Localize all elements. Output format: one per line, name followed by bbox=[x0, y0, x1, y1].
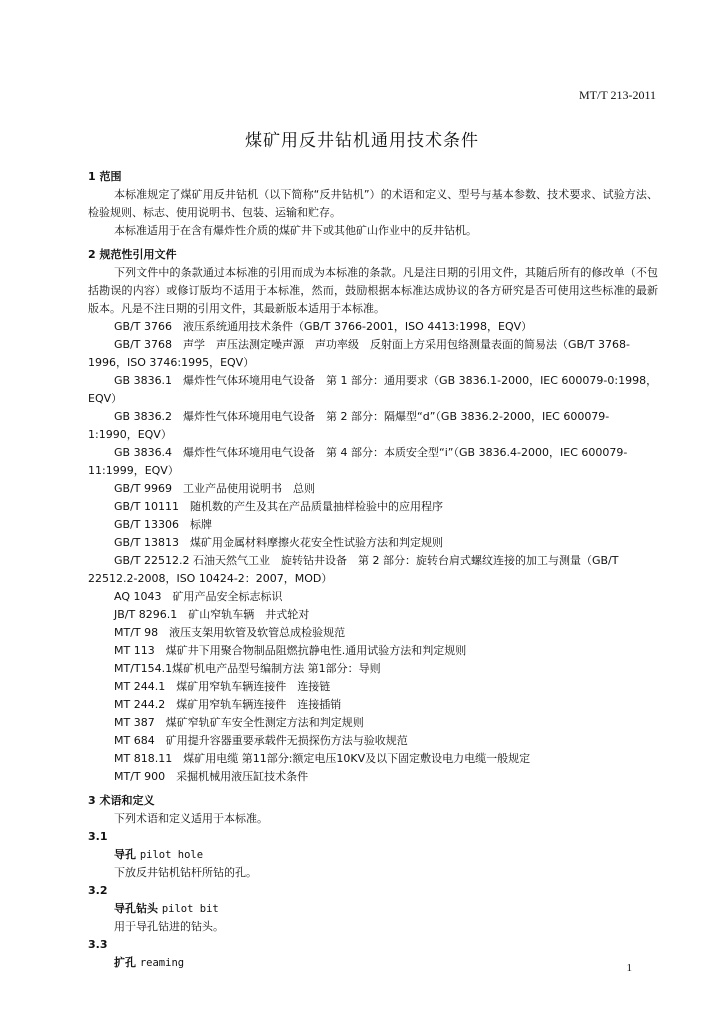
reference-item: GB/T 9969 工业产品使用说明书 总则 bbox=[114, 482, 315, 495]
term-name-en: pilot hole bbox=[139, 849, 204, 861]
reference-item: AQ 1043 矿用产品安全标志标识 bbox=[114, 590, 283, 603]
paragraph: 本标准适用于在含有爆炸性介质的煤矿井下或其他矿山作业中的反井钻机。 bbox=[114, 224, 477, 237]
term-entry bbox=[88, 828, 658, 882]
reference-item: GB/T 13306 标牌 bbox=[114, 518, 212, 531]
term-name bbox=[88, 900, 658, 918]
section-heading-normative-references: 2 规范性引用文件 bbox=[88, 248, 177, 261]
term-number: 3.2 bbox=[88, 884, 108, 897]
term-number: 3.1 bbox=[88, 830, 108, 843]
reference-item: MT 244.1 煤矿用窄轨车辆连接件 连接链 bbox=[114, 680, 331, 693]
standard-code: MT/T 213-2011 bbox=[579, 88, 656, 102]
term-name bbox=[88, 846, 658, 864]
reference-item: MT 244.2 煤矿用窄轨车辆连接件 连接插销 bbox=[114, 698, 342, 711]
document-body bbox=[88, 168, 658, 972]
section-heading-terms-and-definitions: 3 术语和定义 bbox=[88, 794, 155, 807]
reference-item: GB/T 22512.2 石油天然气工业 旋转钻井设备 第 2 部分：旋转台肩式螺纹连接的加工与测量（GB/T 22512.2-2008，ISO 10424-2：2007，MOD） bbox=[88, 554, 619, 585]
reference-item: MT 387 煤矿窄轨矿车安全性测定方法和判定规则 bbox=[114, 716, 364, 729]
reference-item: GB 3836.1 爆炸性气体环境用电气设备 第 1 部分：通用要求（GB 3836.1-2000，IEC 600079-0:1998，EQV） bbox=[88, 374, 658, 405]
term-name-en: reaming bbox=[139, 957, 185, 969]
term-definition: 用于导孔钻进的钻头。 bbox=[114, 920, 224, 933]
reference-item: MT 113 煤矿井下用聚合物制品阻燃抗静电性.通用试验方法和判定规则 bbox=[114, 644, 467, 657]
reference-item: MT 818.11 煤矿用电缆 第11部分:额定电压10KV及以下固定敷设电力电缆一般规定 bbox=[114, 752, 531, 765]
term-entry bbox=[88, 936, 658, 972]
reference-item: JB/T 8296.1 矿山窄轨车辆 井式轮对 bbox=[114, 608, 310, 621]
paragraph: 下列术语和定义适用于本标准。 bbox=[114, 812, 268, 825]
reference-item: MT 684 矿用提升容器重要承载件无损探伤方法与验收规范 bbox=[114, 734, 408, 747]
reference-item: GB/T 3766 液压系统通用技术条件（GB/T 3766-2001，ISO 4413:1998，EQV） bbox=[114, 320, 533, 333]
paragraph: 本标准规定了煤矿用反井钻机（以下简称“反井钻机”）的术语和定义、型号与基本参数、技术要求、试验方法、检验规则、标志、使用说明书、包装、运输和贮存。 bbox=[88, 188, 658, 219]
page-number: 1 bbox=[626, 962, 632, 974]
term-name-en: pilot bit bbox=[161, 903, 219, 915]
paragraph: 下列文件中的条款通过本标准的引用而成为本标准的条款。凡是注日期的引用文件，其随后所有的修改单（不包括勘误的内容）或修订版均不适用于本标准，然而，鼓励根据本标准达成协议的各方研究是否可使用这些标准的最新版本。凡是不注日期的引用文件，其最新版本适用于本标准。 bbox=[88, 266, 658, 315]
reference-list bbox=[88, 318, 658, 786]
term-entry bbox=[88, 882, 658, 936]
reference-item: GB/T 13813 煤矿用金属材料摩擦火花安全性试验方法和判定规则 bbox=[114, 536, 443, 549]
term-name bbox=[88, 954, 658, 972]
reference-item: GB/T 3768 声学 声压法测定噪声源 声功率级 反射面上方采用包络测量表面的简易法（GB/T 3768-1996，ISO 3746:1995，EQV） bbox=[88, 338, 630, 369]
reference-item: MT/T154.1煤矿机电产品型号编制方法 第1部分：导则 bbox=[114, 662, 381, 675]
reference-item: MT/T 98 液压支架用软管及软管总成检验规范 bbox=[114, 626, 346, 639]
reference-item: GB 3836.4 爆炸性气体环境用电气设备 第 4 部分：本质安全型“i”（GB 3836.4-2000，IEC 600079-11:1999，EQV） bbox=[88, 446, 628, 477]
term-number: 3.3 bbox=[88, 938, 108, 951]
term-name-cn: 导孔钻头 bbox=[114, 902, 158, 915]
reference-item: GB/T 10111 随机数的产生及其在产品质量抽样检验中的应用程序 bbox=[114, 500, 443, 513]
reference-item: MT/T 900 采掘机械用液压缸技术条件 bbox=[114, 770, 309, 783]
document-title: 煤矿用反井钻机通用技术条件 bbox=[245, 131, 479, 151]
term-name-cn: 扩孔 bbox=[114, 956, 136, 969]
reference-item: GB 3836.2 爆炸性气体环境用电气设备 第 2 部分：隔爆型“d”（GB 3836.2-2000，IEC 600079-1:1990，EQV） bbox=[88, 410, 610, 441]
section-heading-scope: 1 范围 bbox=[88, 170, 122, 183]
term-definition: 下放反井钻机钻杆所钻的孔。 bbox=[114, 866, 257, 879]
term-name-cn: 导孔 bbox=[114, 848, 136, 861]
